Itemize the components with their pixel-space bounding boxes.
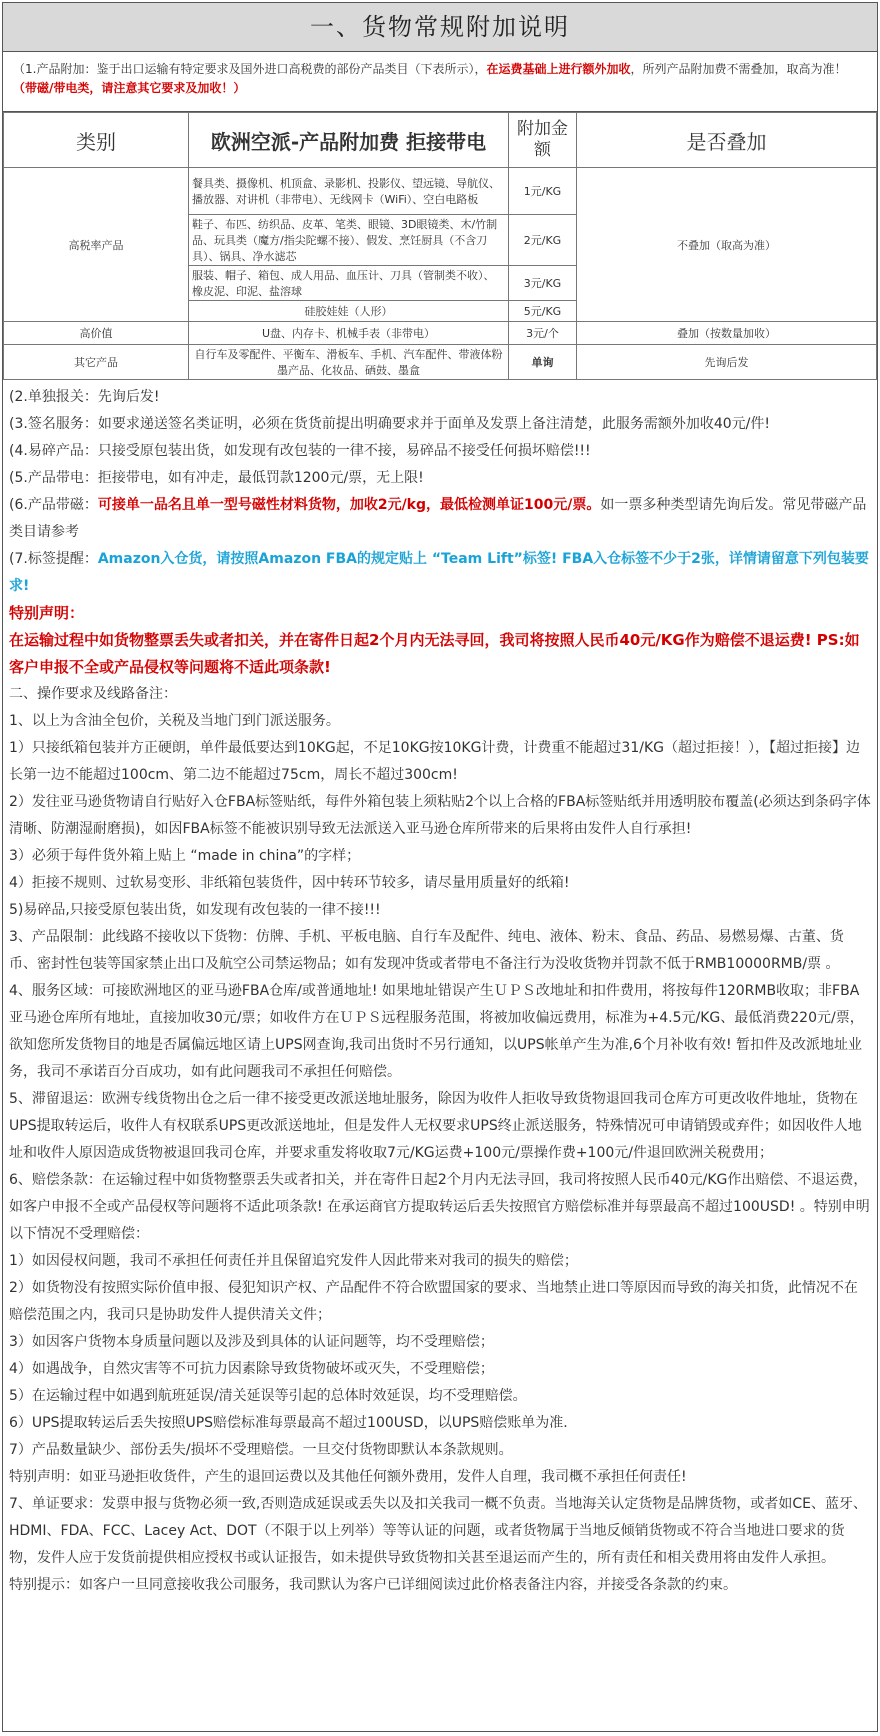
- section-2-item-6-2: 2）如货物没有按照实际价值申报、侵犯知识产权、产品配件不符合欧盟国家的要求、当地禁止进口等原因而导致的海关扣货，此情况不在赔偿范围之内，我司只是协助发件人提供清关文件；: [9, 1280, 858, 1323]
- section-2-tip: 特别提示：如客户一旦同意接收我公司服务，我司默认为客户已详细阅读过此价格表备注内容，并接受各条款的约束。: [9, 1577, 737, 1593]
- table-row: [4, 322, 877, 345]
- section-2-item-1-2: 2）发往亚马逊货物请自行贴好入仓FBA标签贴纸，每件外箱包装上须粘贴2个以上合格的FBA标签贴纸并用透明胶布覆盖(必须达到条码字体清晰、防潮湿耐磨损)，如因FBA标签不能被识别导致无法派送入亚马逊仓库所带来的后果将由发件人自行承担!: [9, 794, 871, 837]
- special-title: 特别声明：: [9, 604, 85, 622]
- header-product: 欧洲空派-产品附加费 拒接带电: [189, 113, 509, 168]
- row-fee: 2元/KG: [509, 215, 577, 266]
- header-stack: 是否叠加: [577, 113, 877, 168]
- row-items: 鞋子、布匹、纺织品、皮革、笔类、眼镜、3D眼镜类、木/竹制品、玩具类（魔方/指尖陀螺不接）、假发、烹饪厨具（不含刀具）、锅具、净水滤芯: [189, 215, 509, 266]
- note-6-tail: 如一票多种类型请先询后发。常见带磁产品类目请参考: [9, 497, 867, 540]
- section-2-item-6-3: 3）如因客户货物本身质量问题以及涉及到具体的认证问题等，均不受理赔偿；: [9, 1334, 494, 1350]
- section-2-item-1-3: 3）必须于每件货外箱上贴上 “made in china”的字样；: [9, 848, 361, 864]
- row-fee: 5元/KG: [509, 301, 577, 322]
- intro-part4: （带磁/带电类，请注意其它要求及加收！）: [13, 81, 246, 95]
- intro-part1: （1.产品附加：鉴于出口运输有特定要求及国外进口高税费的部份产品类目（下表所示），: [13, 62, 487, 76]
- section-2-item-6-5: 5）在运输过程中如遇到航班延误/清关延误等引起的总体时效延误，均不受理赔偿。: [9, 1388, 527, 1404]
- section-2-item-1-1: 1）只接纸箱包装并方正硬朗，单件最低要达到10KG起，不足10KG按10KG计费，计费重不能超过31/KG（超过拒接！），【超过拒接】边长第一边不能超过100cm、第二边不能超过75cm，周长不超过300cm!: [9, 740, 860, 783]
- section-2-item-1-5: 5)易碎品,只接受原包装出货，如发现有改包装的一律不接!!!: [9, 902, 381, 918]
- note-6-highlight: 可接单一品名且单一型号磁性材料货物，加收2元/kg，最低检测单证100元/票。: [97, 497, 601, 513]
- section-2-item-6-6: 6）UPS提取转运后丢失按照UPS赔偿标准每票最高不超过100USD，以UPS赔偿账单为准.: [9, 1415, 568, 1431]
- high-value-items: U盘、内存卡、机械手表（非带电）: [189, 322, 509, 345]
- row-fee: 1元/KG: [509, 168, 577, 215]
- section-2-item-1: 1、以上为含油全包价，关税及当地门到门派送服务。: [9, 713, 340, 729]
- header-category: 类别: [4, 113, 189, 168]
- other-items: 自行车及零配件、平衡车、滑板车、手机、汽车配件、带液体粉墨产品、化妆品、硒鼓、墨盒: [189, 345, 509, 380]
- surcharge-table: [3, 112, 877, 380]
- other-stack: 先询后发: [577, 345, 877, 380]
- row-items: 硅胶娃娃（人形）: [189, 301, 509, 322]
- note-7: [9, 546, 871, 600]
- special-body: 在运输过程中如货物整票丢失或者扣关，并在寄件日起2个月内无法寻回，我司将按照人民币40元/KG作为赔偿不退运费! PS:如客户申报不全或产品侵权等问题将不适此项条款!: [9, 631, 860, 676]
- high-value-category: 高价值: [4, 322, 189, 345]
- table-row: [4, 168, 877, 215]
- section-2-item-3: 3、产品限制：此线路不接收以下货物：仿牌、手机、平板电脑、自行车及配件、纯电、液体、粉末、食品、药品、易燃易爆、古董、货币、密封性包装等国家禁止出口及航空公司禁运物品；如有发现冲货或者带电不备注行为没收货物并罚款不低于RMB10000RMB/票 。: [9, 929, 844, 972]
- other-fee: 单询: [509, 345, 577, 380]
- section-2-item-5: 5、滞留退运：欧洲专线货物出仓之后一律不接受更改派送地址服务，除因为收件人拒收导致货物退回我司仓库方可更改收件地址，货物在UPS提取转运后，收件人有权联系UPS更改派送地址，但是发件人无权要求UPS终止派送服务，特殊情况可申请销毁或弃件；如因收件人地址和收件人原因造成货物被退回我司仓库，并要求重发将收取7元/KG运费+100元/票操作费+100元/件退回欧洲关税费用；: [9, 1091, 862, 1161]
- notes-section: [3, 380, 877, 1603]
- section-2-item-6-4: 4）如遇战争，自然灾害等不可抗力因素除导致货物破坏或灭失，不受理赔偿；: [9, 1361, 494, 1377]
- note-5: (5.产品带电：拒接带电，如有冲走，最低罚款1200元/票，无上限!: [9, 470, 424, 486]
- note-2: (2.单独报关：先询后发!: [9, 389, 160, 405]
- note-6: [9, 492, 871, 546]
- row-fee: 3元/KG: [509, 266, 577, 301]
- price-notes-document: [2, 2, 878, 1732]
- section-2-item-6: 6、赔偿条款：在运输过程中如货物整票丢失或者扣关，并在寄件日起2个月内无法寻回，我司将按照人民币40元/KG作出赔偿、不退运费，如客户申报不全或产品侵权等问题将不适此项条款! 在承运商官方提取转运后丢失按照官方赔偿标准并每票最高不超过100USD! 。特别申明以下情况不受理赔偿：: [9, 1172, 870, 1242]
- high-tax-category: 高税率产品: [4, 168, 189, 322]
- section-2-title: 二、操作要求及线路备注：: [9, 686, 177, 702]
- intro-part3: ，所列产品附加费不需叠加，取高为准！: [630, 62, 847, 76]
- section-2-item-1-4: 4）拒接不规则、过软易变形、非纸箱包装货件，因中转环节较多，请尽量用质量好的纸箱!: [9, 875, 570, 891]
- table-row: [4, 345, 877, 380]
- note-7-highlight: Amazon入仓货，请按照Amazon FBA的规定贴上 “Team Lift”标签! FBA入仓标签不少于2张，详情请留意下列包装要求!: [9, 551, 869, 594]
- note-3: (3.签名服务：如要求递送签名类证明，必须在货货前提出明确要求并于面单及发票上备注清楚，此服务需额外加收40元/件!: [9, 416, 770, 432]
- no-stack-cell: 不叠加（取高为准）: [577, 168, 877, 322]
- note-6-label: (6.产品带磁：: [9, 497, 98, 513]
- other-category: 其它产品: [4, 345, 189, 380]
- intro-paragraph: [3, 52, 877, 112]
- high-value-fee: 3元/个: [509, 322, 577, 345]
- section-2-item-6-7: 7）产品数量缺少、部份丢失/损坏不受理赔偿。一旦交付货物即默认本条款规则。: [9, 1442, 513, 1458]
- row-items: 服装、帽子、箱包、成人用品、血压计、刀具（管制类不收）、橡皮泥、印泥、盐溶球: [189, 266, 509, 301]
- row-items: 餐具类、摄像机、机顶盒、录影机、投影仪、望远镜、导航仪、播放器、对讲机（非带电）、无线网卡（WiFi）、空白电路板: [189, 168, 509, 215]
- note-7-label: (7.标签提醒：: [9, 551, 98, 567]
- section-2-special: 特别声明：如亚马逊拒收货件，产生的退回运费以及其他任何额外费用，发件人自理，我司概不承担任何责任!: [9, 1469, 687, 1485]
- high-value-stack: 叠加（按数量加收）: [577, 322, 877, 345]
- note-4: (4.易碎产品：只接受原包装出货，如发现有改包装的一律不接，易碎品不接受任何损坏赔偿!!!: [9, 443, 591, 459]
- intro-part2: 在运费基础上进行额外加收: [486, 62, 631, 76]
- section-2-item-4: 4、服务区域：可接欧洲地区的亚马逊FBA仓库/或普通地址! 如果地址错误产生ＵＰＳ改地址和扣件费用，将按每件120RMB收取；非FBA亚马逊仓库所有地址，直接加收30元/票；如收件方在ＵＰＳ远程服务范围，将被加收偏远费用，标准为+4.5元/KG、最低消费220元/票，欲知您所发货物目的地是否属偏远地区请上UPS网查询,我司出货时不另行通知，以UPS帐单产生为准,6个月补收有效! 暂扣件及改派地址业务，我司不承诺百分百成功，如有此问题我司不承担任何赔偿。: [9, 983, 864, 1080]
- section-2-item-7: 7、单证要求：发票申报与货物必须一致,否则造成延误或丢失以及扣关我司一概不负责。当地海关认定货物是品牌货物，或者如CE、蓝牙、HDMI、FDA、FCC、Lacey Act、DOT（不限于以上列举）等等认证的问题，或者货物属于当地反倾销货物或不符合当地进口要求的货物，发件人应于发货前提供相应授权书或认证报告，如未提供导致货物扣关甚至退运而产生的，所有责任和相关费用将由发件人承担。: [9, 1496, 867, 1566]
- header-fee: 附加金额: [509, 113, 577, 168]
- section-2-item-6-1: 1）如因侵权问题，我司不承担任何责任并且保留追究发件人因此带来对我司的损失的赔偿；: [9, 1253, 578, 1269]
- page-title: 一、货物常规附加说明: [3, 3, 877, 52]
- table-header-row: [4, 113, 877, 168]
